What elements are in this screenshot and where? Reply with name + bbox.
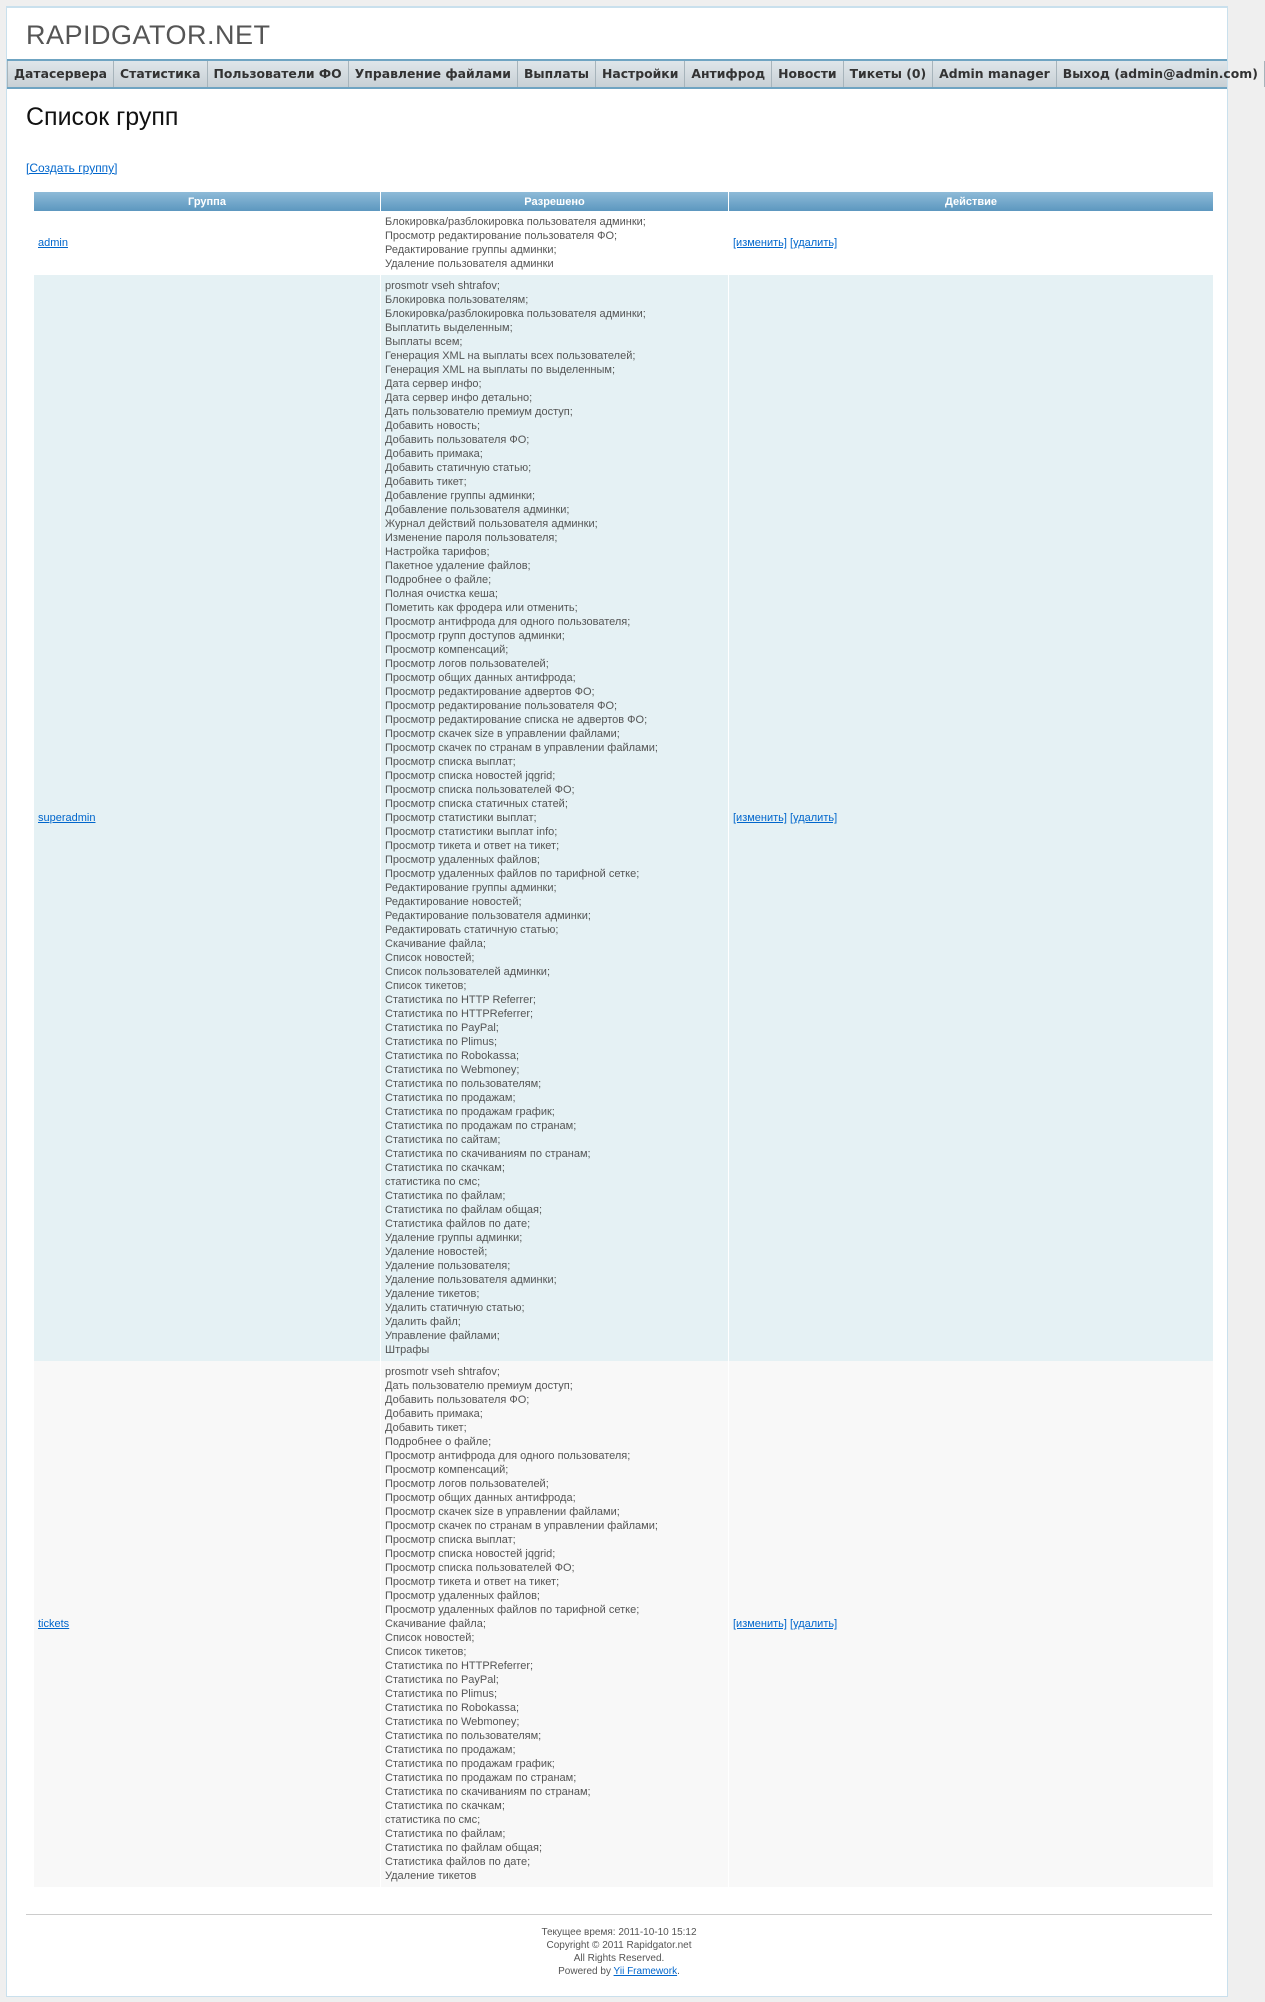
edit-link[interactable]: [изменить] — [733, 237, 787, 249]
permission-item: Статистика по Robokassa; — [385, 1050, 520, 1062]
menu-item[interactable]: Тикеты (0) — [844, 61, 934, 87]
group-name-link[interactable]: tickets — [38, 1618, 70, 1630]
group-name-link[interactable]: superadmin — [38, 812, 96, 824]
page-container — [6, 6, 1258, 1997]
permission-item: Добавление группы админки; — [385, 490, 536, 502]
permission-item: Статистика по скачкам; — [385, 1800, 505, 1812]
permission-item: Статистика по продажам; — [385, 1092, 516, 1104]
permission-item: Удалить статичную статью; — [385, 1302, 525, 1314]
permission-item: Статистика по файлам общая; — [385, 1842, 543, 1854]
table-header-row — [34, 192, 1213, 211]
permission-item: Удаление тикетов — [385, 1870, 477, 1882]
permission-item: Просмотр статистики выплат info; — [385, 826, 558, 838]
delete-link[interactable]: [удалить] — [790, 812, 838, 824]
permissions-cell — [381, 1361, 728, 1887]
delete-link[interactable]: [удалить] — [790, 237, 838, 249]
menu-item[interactable]: Admin manager — [933, 61, 1057, 87]
permission-item: Пометить как фродера или отменить; — [385, 602, 578, 614]
permission-item: Изменение пароля пользователя; — [385, 532, 558, 544]
action-cell — [729, 275, 1213, 1361]
footer — [26, 1914, 1212, 1978]
permission-item: Статистика по продажам; — [385, 1744, 516, 1756]
permission-item: Просмотр списка новостей jqgrid; — [385, 1548, 556, 1560]
permission-item: Статистика по файлам общая; — [385, 1204, 543, 1216]
group-cell — [34, 275, 380, 1361]
permission-item: Список новостей; — [385, 1632, 475, 1644]
permission-item: статистика по смс; — [385, 1814, 481, 1826]
permission-item: Просмотр удаленных файлов по тарифной сетке; — [385, 868, 640, 880]
permission-item: Список пользователей админки; — [385, 966, 551, 978]
edit-link[interactable]: [изменить] — [733, 812, 787, 824]
permission-item: Просмотр антифрода для одного пользователя; — [385, 1450, 631, 1462]
permission-item: Дать пользователю премиум доступ; — [385, 1380, 573, 1392]
permission-item: Добавить тикет; — [385, 476, 467, 488]
permission-item: Просмотр списка выплат; — [385, 1534, 516, 1546]
table-body — [34, 211, 1213, 1887]
permission-item: Статистика по HTTP Referrer; — [385, 994, 536, 1006]
main-menu — [7, 59, 1258, 89]
permission-item: Удалить файл; — [385, 1316, 461, 1328]
permission-item: Просмотр логов пользователей; — [385, 1478, 549, 1490]
permission-item: Статистика по файлам; — [385, 1828, 506, 1840]
permission-item: Статистика файлов по дате; — [385, 1218, 531, 1230]
groups-table — [33, 192, 1214, 1887]
permission-item: Блокировка/разблокировка пользователя админки; — [385, 308, 646, 320]
delete-link[interactable]: [удалить] — [790, 1618, 838, 1630]
permission-item: Просмотр компенсаций; — [385, 1464, 509, 1476]
permission-item: Статистика по скачиваниям по странам; — [385, 1786, 591, 1798]
group-cell — [34, 211, 380, 275]
menu-item[interactable]: Новости — [772, 61, 843, 87]
permission-item: Просмотр тикета и ответ на тикет; — [385, 840, 560, 852]
permission-item: Блокировка/разблокировка пользователя админки; — [385, 216, 646, 228]
permission-item: Добавить новость; — [385, 420, 481, 432]
permission-item: Удаление новостей; — [385, 1246, 488, 1258]
menu-item[interactable]: Статистика — [114, 61, 207, 87]
permission-item: Просмотр антифрода для одного пользователя; — [385, 616, 631, 628]
permission-item: Редактирование новостей; — [385, 896, 522, 908]
create-group-link[interactable]: [Создать группу] — [26, 161, 118, 175]
permission-item: Редактирование группы админки; — [385, 882, 557, 894]
permission-item: prosmotr vseh shtrafov; — [385, 1366, 500, 1378]
table-row — [34, 211, 1213, 275]
permission-item: Удаление пользователя; — [385, 1260, 511, 1272]
action-cell — [729, 211, 1213, 275]
column-header-action: Действие — [729, 192, 1213, 211]
header — [7, 8, 1227, 58]
permission-item: Статистика по PayPal; — [385, 1022, 499, 1034]
table-row — [34, 275, 1213, 1361]
permission-item: Список тикетов; — [385, 980, 467, 992]
permission-item: Статистика по HTTPReferrer; — [385, 1660, 534, 1672]
permission-item: Просмотр тикета и ответ на тикет; — [385, 1576, 560, 1588]
permission-item: Просмотр редактирование пользователя ФО; — [385, 230, 618, 242]
permission-item: Дать пользователю премиум доступ; — [385, 406, 573, 418]
permission-item: Статистика по сайтам; — [385, 1134, 501, 1146]
menu-item[interactable]: Управление файлами — [349, 61, 518, 87]
permission-item: Просмотр удаленных файлов по тарифной сетке; — [385, 1604, 640, 1616]
yii-framework-link[interactable]: Yii Framework — [613, 1966, 678, 1977]
permission-item: prosmotr vseh shtrafov; — [385, 280, 500, 292]
permission-item: Просмотр списка выплат; — [385, 756, 516, 768]
footer-copyright: Copyright © 2011 Rapidgator.net — [546, 1940, 692, 1951]
permission-item: Статистика по HTTPReferrer; — [385, 1008, 534, 1020]
permission-item: Просмотр редактирование списка не адвертов ФО; — [385, 714, 648, 726]
permission-item: Статистика по Webmoney; — [385, 1716, 520, 1728]
permission-item: Штрафы — [385, 1344, 430, 1356]
permission-item: Журнал действий пользователя админки; — [385, 518, 598, 530]
permission-item: Подробнее о файле; — [385, 1436, 492, 1448]
menu-item[interactable]: Пользователи ФО — [208, 61, 349, 87]
permission-item: Просмотр удаленных файлов; — [385, 854, 540, 866]
permission-item: статистика по смс; — [385, 1176, 481, 1188]
permissions-cell — [381, 211, 728, 275]
permission-item: Добавление пользователя админки; — [385, 504, 570, 516]
permission-item: Статистика файлов по дате; — [385, 1856, 531, 1868]
permission-item: Удаление группы админки; — [385, 1232, 523, 1244]
permission-item: Редактирование группы админки; — [385, 244, 557, 256]
permission-item: Редактировать статичную статью; — [385, 924, 559, 936]
permission-item: Пакетное удаление файлов; — [385, 560, 531, 572]
permission-item: Добавить примака; — [385, 1408, 483, 1420]
permission-item: Выплаты всем; — [385, 336, 463, 348]
permission-item: Статистика по Plimus; — [385, 1688, 498, 1700]
permission-item: Статистика по Plimus; — [385, 1036, 498, 1048]
menu-item[interactable]: Датасервера — [7, 61, 114, 87]
footer-powered-prefix: Powered by — [558, 1966, 614, 1977]
permission-item: Просмотр групп доступов админки; — [385, 630, 565, 642]
menu-item[interactable]: Антифрод — [685, 61, 772, 87]
menu-item[interactable]: Настройки — [596, 61, 685, 87]
permission-item: Просмотр скачек size в управлении файлами; — [385, 1506, 620, 1518]
edit-link[interactable]: [изменить] — [733, 1618, 787, 1630]
permission-item: Статистика по Webmoney; — [385, 1064, 520, 1076]
permission-item: Дата сервер инфо детально; — [385, 392, 533, 404]
permission-item: Редактирование пользователя админки; — [385, 910, 591, 922]
permission-item: Просмотр скачек size в управлении файлами; — [385, 728, 620, 740]
column-header-group[interactable]: Группа — [34, 192, 380, 211]
permission-item: Просмотр списка статичных статей; — [385, 798, 568, 810]
group-name-link[interactable]: admin — [38, 237, 68, 249]
permission-item: Генерация XML на выплаты всех пользователей; — [385, 350, 636, 362]
permission-item: Список тикетов; — [385, 1646, 467, 1658]
permission-item: Статистика по продажам по странам; — [385, 1120, 577, 1132]
permission-item: Просмотр общих данных антифрода; — [385, 672, 576, 684]
permissions-cell — [381, 275, 728, 1361]
permission-item: Генерация XML на выплаты по выделенным; — [385, 364, 616, 376]
permission-item: Просмотр редактирование пользователя ФО; — [385, 700, 618, 712]
permission-item: Просмотр списка пользователей ФО; — [385, 1562, 575, 1574]
site-logo: RAPIDGATOR.NET — [26, 20, 271, 50]
permission-item: Просмотр редактирование адвертов ФО; — [385, 686, 595, 698]
permission-item: Добавить пользователя ФО; — [385, 1394, 530, 1406]
permission-item: Просмотр статистики выплат; — [385, 812, 537, 824]
menu-item[interactable]: Выплаты — [518, 61, 596, 87]
permission-item: Список новостей; — [385, 952, 475, 964]
permission-item: Удаление пользователя админки — [385, 258, 554, 270]
menu-item[interactable]: Выход (admin@admin.com) — [1057, 61, 1265, 87]
permission-item: Статистика по скачкам; — [385, 1162, 505, 1174]
footer-time: Текущее время: 2011-10-10 15:12 — [541, 1927, 697, 1938]
permission-item: Статистика по продажам график; — [385, 1106, 555, 1118]
permission-item: Выплатить выделенным; — [385, 322, 513, 334]
permission-item: Добавить статичную статью; — [385, 462, 532, 474]
main-content — [26, 92, 1212, 1882]
permission-item: Скачивание файла; — [385, 938, 486, 950]
group-cell — [34, 1361, 380, 1887]
permission-item: Добавить пользователя ФО; — [385, 434, 530, 446]
permission-item: Просмотр общих данных антифрода; — [385, 1492, 576, 1504]
permission-item: Скачивание файла; — [385, 1618, 486, 1630]
action-cell — [729, 1361, 1213, 1887]
permission-item: Статистика по продажам по странам; — [385, 1772, 577, 1784]
permission-item: Добавить тикет; — [385, 1422, 467, 1434]
permission-item: Удаление пользователя админки; — [385, 1274, 557, 1286]
page-title: Список групп — [26, 103, 179, 131]
footer-powered — [26, 1965, 1212, 1978]
footer-powered-suffix: . — [677, 1966, 680, 1977]
permission-item: Статистика по продажам график; — [385, 1758, 555, 1770]
permission-item: Удаление тикетов; — [385, 1288, 480, 1300]
permission-item: Статистика по пользователям; — [385, 1078, 542, 1090]
permission-item: Полная очистка кеша; — [385, 588, 498, 600]
permission-item: Настройка тарифов; — [385, 546, 490, 558]
permission-item: Просмотр логов пользователей; — [385, 658, 549, 670]
permission-item: Просмотр компенсаций; — [385, 644, 509, 656]
footer-rights: All Rights Reserved. — [573, 1953, 665, 1964]
permission-item: Просмотр удаленных файлов; — [385, 1590, 540, 1602]
permission-item: Статистика по пользователям; — [385, 1730, 542, 1742]
permission-item: Подробнее о файле; — [385, 574, 492, 586]
permission-item: Дата сервер инфо; — [385, 378, 482, 390]
permission-item: Статистика по PayPal; — [385, 1674, 499, 1686]
permission-item: Просмотр скачек по странам в управлении файлами; — [385, 1520, 658, 1532]
permission-item: Просмотр списка новостей jqgrid; — [385, 770, 556, 782]
permission-item: Блокировка пользователям; — [385, 294, 529, 306]
permission-item: Статистика по скачиваниям по странам; — [385, 1148, 591, 1160]
permission-item: Просмотр списка пользователей ФО; — [385, 784, 575, 796]
permission-item: Управление файлами; — [385, 1330, 500, 1342]
permission-item: Статистика по файлам; — [385, 1190, 506, 1202]
table-row — [34, 1361, 1213, 1887]
permission-item: Статистика по Robokassa; — [385, 1702, 520, 1714]
permission-item: Просмотр скачек по странам в управлении файлами; — [385, 742, 658, 754]
permission-item: Добавить примака; — [385, 448, 483, 460]
column-header-permissions[interactable]: Разрешено — [381, 192, 728, 211]
